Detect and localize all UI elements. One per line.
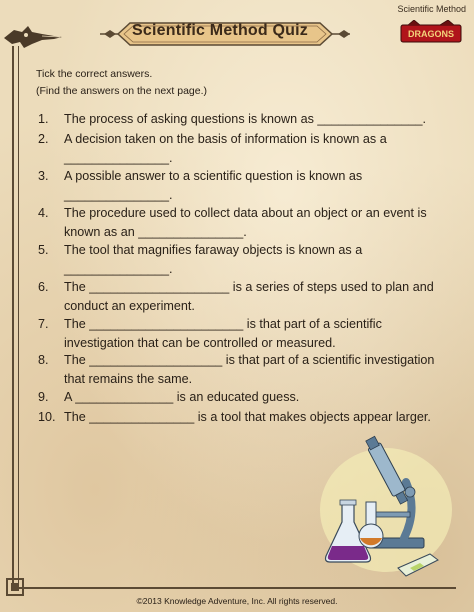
question-number: 2. [38, 132, 49, 146]
dragons-logo-icon [400, 20, 462, 46]
question-text: known as an _______________. [64, 224, 247, 239]
instruction-line-1: Tick the correct answers. [36, 68, 153, 80]
question-number: 1. [38, 112, 49, 126]
question-number: 9. [38, 390, 49, 404]
category-label: Scientific Method [397, 4, 466, 14]
question-text: that remains the same. [64, 371, 193, 386]
question-text: A possible answer to a scientific question is known as [64, 169, 363, 183]
instruction-line-2: (Find the answers on the next page.) [36, 85, 208, 97]
left-border [12, 46, 19, 586]
question-text: _______________. [64, 187, 173, 202]
question-number: 6. [38, 280, 49, 294]
instructions [36, 66, 207, 100]
question-text: The ______________________ is that part of a scientific [64, 317, 382, 331]
corner-ornament-icon [4, 576, 26, 598]
question-text: A decision taken on the basis of information is known as a [64, 132, 387, 146]
microscope-flasks-illustration [306, 420, 456, 580]
question-text: The ____________________ is a series of steps used to plan and [64, 280, 434, 294]
question-text: A ______________ is an educated guess. [64, 390, 300, 404]
copyright-footer: ©2013 Knowledge Adventure, Inc. All rights reserved. [136, 596, 338, 606]
question-text: The process of asking questions is known as _______________. [64, 112, 426, 126]
question-number: 3. [38, 169, 49, 183]
question-text: conduct an experiment. [64, 298, 195, 313]
question-text: _______________. [64, 150, 173, 165]
question-text: The procedure used to collect data about an object or an event is [64, 206, 427, 220]
question-number: 8. [38, 353, 49, 367]
question-number: 5. [38, 243, 49, 257]
question-text: The _______________ is a tool that makes objects appear larger. [64, 410, 431, 424]
bottom-border [12, 587, 456, 592]
question-number: 4. [38, 206, 49, 220]
logo-text: DRAGONS [407, 29, 455, 39]
question-text: The tool that magnifies faraway objects is known as a [64, 243, 363, 257]
question-text: investigation that can be controlled or measured. [64, 335, 336, 350]
question-number: 10. [38, 410, 56, 424]
question-text: The ___________________ is that part of a scientific investigation [64, 353, 435, 367]
quiz-title: Scientific Method Quiz [132, 22, 308, 39]
question-number: 7. [38, 317, 49, 331]
question-text: _______________. [64, 261, 173, 276]
dragon-head-icon [2, 22, 64, 52]
